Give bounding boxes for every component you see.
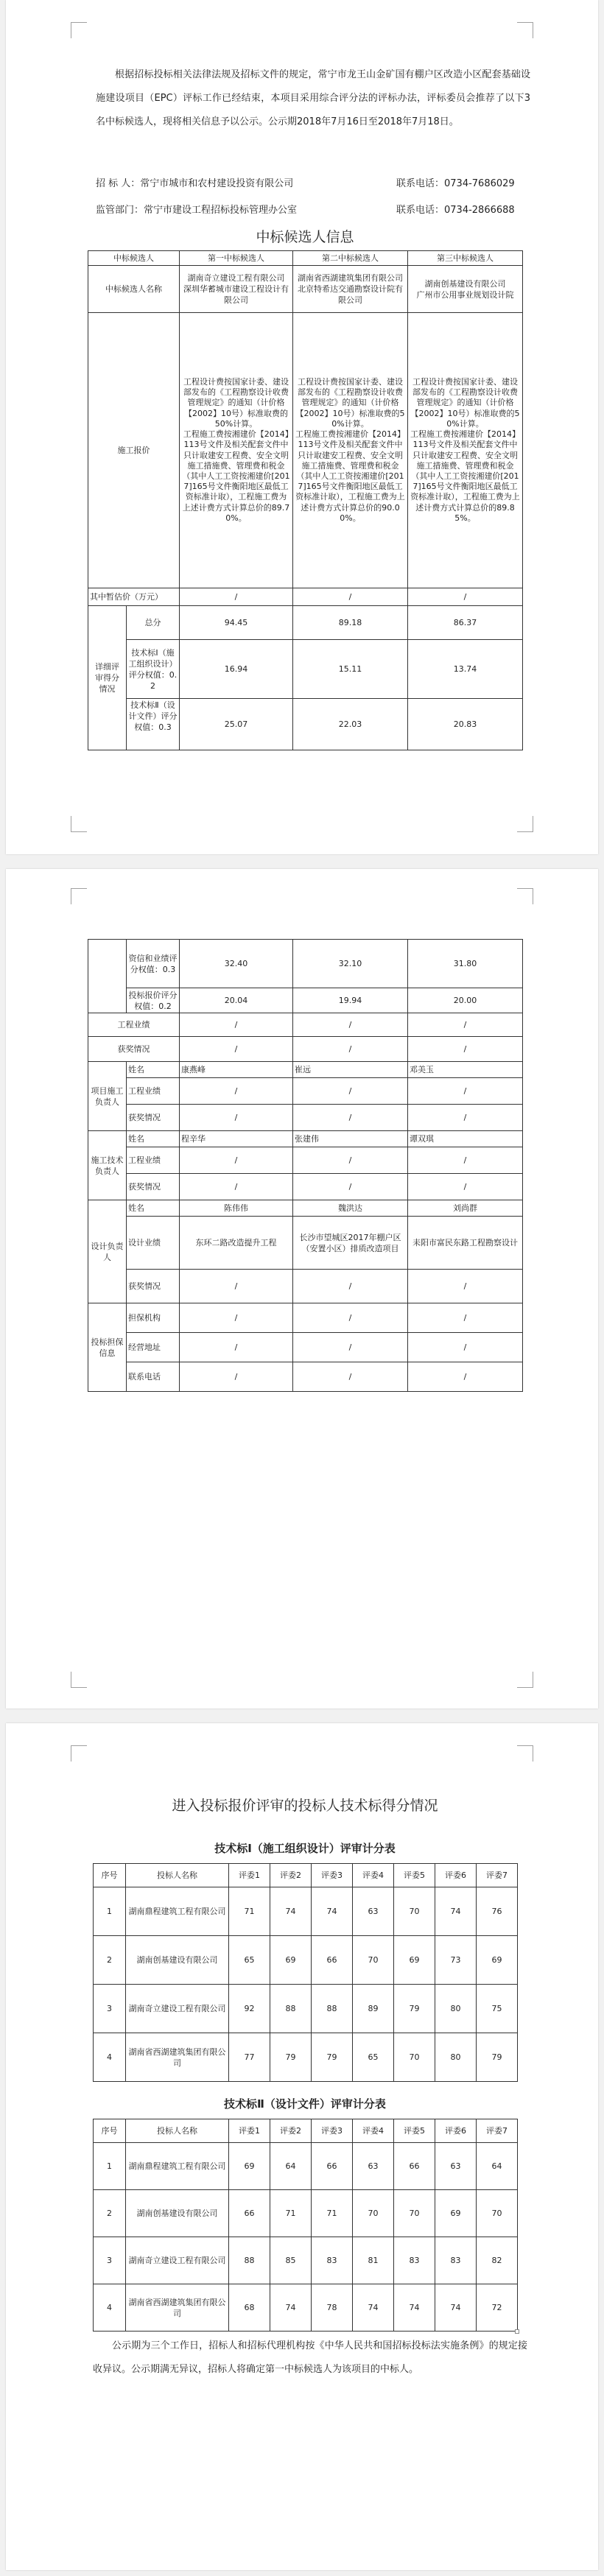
row-number: 2 bbox=[94, 1936, 126, 1985]
value-cell: 东环二路改造提升工程 bbox=[180, 1217, 293, 1270]
row-number: 1 bbox=[94, 1887, 126, 1936]
group-label: 设计负责人 bbox=[88, 1200, 127, 1303]
candidate-name: 湖南省西湖建筑集团有限公司 北京特希达交通勘察设计院有限公司 bbox=[293, 266, 408, 313]
value-cell: / bbox=[293, 1333, 408, 1362]
value-cell: / bbox=[293, 1078, 408, 1105]
score-table-tech2 bbox=[93, 2119, 518, 2332]
score-table-title: 技术标Ⅱ（设计文件）评审计分表 bbox=[224, 2097, 386, 2111]
person-name: 魏洪达 bbox=[293, 1200, 408, 1217]
contact-phone: 联系电话：0734-7686029 bbox=[396, 178, 515, 189]
field-label: 设计业绩 bbox=[127, 1217, 180, 1270]
person-name: 程辛华 bbox=[180, 1131, 293, 1147]
score-cell: 88 bbox=[229, 2237, 270, 2284]
row-label: 工程业绩 bbox=[88, 1013, 180, 1037]
score-cell: 69 bbox=[477, 1936, 518, 1985]
document-page-2 bbox=[6, 869, 598, 1708]
score-cell: 74 bbox=[435, 2284, 477, 2332]
header-cell: 评委7 bbox=[477, 1864, 518, 1887]
value-cell: / bbox=[408, 1013, 523, 1037]
field-label: 姓名 bbox=[127, 1062, 180, 1078]
document-page-1 bbox=[6, 0, 598, 854]
value-cell: / bbox=[293, 588, 408, 606]
candidates-table-continued bbox=[88, 939, 523, 1392]
value-cell: / bbox=[408, 588, 523, 606]
value-cell: / bbox=[180, 1013, 293, 1037]
value-cell: 13.74 bbox=[408, 640, 523, 699]
value-cell: / bbox=[180, 1362, 293, 1392]
bidder-name: 湖南创基建设有限公司 bbox=[126, 1936, 229, 1985]
score-cell: 70 bbox=[394, 1887, 435, 1936]
value-cell: 86.37 bbox=[408, 606, 523, 640]
field-label: 获奖情况 bbox=[127, 1174, 180, 1200]
value-cell: 20.83 bbox=[408, 699, 523, 750]
score-cell: 70 bbox=[353, 2190, 394, 2237]
table-row bbox=[94, 1985, 518, 2033]
score-cell: 83 bbox=[435, 2237, 477, 2284]
performance-row bbox=[88, 1013, 523, 1037]
score-cell: 85 bbox=[270, 2237, 312, 2284]
score-cell: 74 bbox=[270, 2284, 312, 2332]
value-cell: / bbox=[408, 1078, 523, 1105]
candidate-name-row bbox=[88, 266, 523, 313]
bidder-name: 湖南鼎程建筑工程有限公司 bbox=[126, 2143, 229, 2190]
field-label: 工程业绩 bbox=[127, 1147, 180, 1174]
field-label: 获奖情况 bbox=[127, 1105, 180, 1131]
margin-mark bbox=[71, 888, 87, 904]
score-cell: 71 bbox=[312, 2190, 353, 2237]
margin-mark bbox=[517, 816, 533, 832]
score-cell: 66 bbox=[312, 2143, 353, 2190]
score-cell: 70 bbox=[477, 2190, 518, 2237]
person-name: 张建伟 bbox=[293, 1131, 408, 1147]
field-label: 担保机构 bbox=[127, 1303, 180, 1333]
header-cell: 评委6 bbox=[435, 1864, 477, 1887]
tech-perf-row bbox=[88, 1147, 523, 1174]
pm-name-row bbox=[88, 1062, 523, 1078]
score-cell: 74 bbox=[394, 2284, 435, 2332]
header-cell: 序号 bbox=[94, 2119, 126, 2143]
score-cell: 79 bbox=[477, 2033, 518, 2082]
document-page-3 bbox=[6, 1723, 598, 2570]
bidder-name: 湖南鼎程建筑工程有限公司 bbox=[126, 1887, 229, 1936]
value-cell: 耒阳市富民东路工程勘察设计 bbox=[408, 1217, 523, 1270]
contact-label: 招 标 人：常宁市城市和农村建设投资有限公司 bbox=[96, 178, 294, 189]
score-cell: 68 bbox=[229, 2284, 270, 2332]
price-text: 工程设计费按国家计委、建设部发布的《工程勘察设计收费管理规定》的通知（计价格【2002】10号）标准取费的50%计算。 工程施工费按湘建价【2014】113号文件及相关配套文件中只计取建安工程费、安全文明施工措施费、管理费和税金（其中人工工资按湘建价[2017]165号文件衡阳地区最低工资标准计取），工程施工费为上述计费方式计算总价的89.85%。 bbox=[408, 313, 523, 588]
guarantee-org-row bbox=[88, 1303, 523, 1333]
bidder-name: 湖南创基建设有限公司 bbox=[126, 2190, 229, 2237]
margin-mark bbox=[71, 816, 87, 832]
header-cell: 序号 bbox=[94, 1864, 126, 1887]
field-label: 获奖情况 bbox=[127, 1270, 180, 1303]
value-cell: / bbox=[180, 1078, 293, 1105]
field-label: 姓名 bbox=[127, 1131, 180, 1147]
header-cell: 评委1 bbox=[229, 1864, 270, 1887]
header-cell: 第三中标候选人 bbox=[408, 251, 523, 266]
score-cell: 81 bbox=[353, 2237, 394, 2284]
bidder-name: 湖南奇立建设工程有限公司 bbox=[126, 1985, 229, 2033]
header-cell: 评委3 bbox=[312, 1864, 353, 1887]
price-text: 工程设计费按国家计委、建设部发布的《工程勘察设计收费管理规定》的通知（计价格【2002】10号）标准取费的50%计算。 工程施工费按湘建价【2014】113号文件及相关配套文件中只计取建安工程费、安全文明施工措施费、管理费和税金（其中人工工资按湘建价[2017]165号文件衡阳地区最低工资标准计取），工程施工费为上述计费方式计算总价的90.00%。 bbox=[293, 313, 408, 588]
value-cell: 22.03 bbox=[293, 699, 408, 750]
award-row bbox=[88, 1037, 523, 1062]
value-cell: / bbox=[293, 1013, 408, 1037]
score-cell: 71 bbox=[270, 2190, 312, 2237]
score-cell: 70 bbox=[394, 2033, 435, 2082]
supervisor-contact bbox=[96, 203, 530, 218]
score-cell: 74 bbox=[270, 1887, 312, 1936]
notice-paragraph: 根据招标投标相关法律法规及招标文件的规定，常宁市龙王山金矿国有棚户区改造小区配套基础设施建设项目（EPC）评标工作已经结束，本项目采用综合评分法的评标办法，评标委员会推荐了以下3名中标候选人，现将相关信息予以公示。公示期2018年7月16日至2018年7月18日。 bbox=[96, 69, 530, 127]
score-cell: 75 bbox=[477, 1985, 518, 2033]
value-cell: / bbox=[180, 1147, 293, 1174]
value-cell: / bbox=[180, 588, 293, 606]
value-cell: / bbox=[180, 1303, 293, 1333]
footer-note: 公示期为三个工作日，招标人和招标代理机构按《中华人民共和国招标投标法实施条例》的规定接收异议。公示期满无异议，招标人将确定第一中标候选人为该项目的中标人。 bbox=[93, 2340, 527, 2375]
value-cell: / bbox=[408, 1270, 523, 1303]
bidder-name: 湖南奇立建设工程有限公司 bbox=[126, 2237, 229, 2284]
value-cell: / bbox=[408, 1105, 523, 1131]
score-cell: 78 bbox=[312, 2284, 353, 2332]
header-cell: 中标候选人 bbox=[88, 251, 180, 266]
score-cell: 89 bbox=[353, 1985, 394, 2033]
value-cell: 31.80 bbox=[408, 940, 523, 988]
score-cell: 83 bbox=[394, 2237, 435, 2284]
score-cell: 79 bbox=[394, 1985, 435, 2033]
score-cell: 70 bbox=[353, 1936, 394, 1985]
value-cell: 15.11 bbox=[293, 640, 408, 699]
header-cell: 投标人名称 bbox=[126, 1864, 229, 1887]
group-label: 项目施工负责人 bbox=[88, 1062, 127, 1131]
table-header-row bbox=[88, 251, 523, 266]
candidates-table bbox=[88, 250, 523, 750]
candidates-title: 中标候选人信息 bbox=[256, 229, 354, 245]
score-cell: 73 bbox=[435, 1936, 477, 1985]
tech1-row bbox=[88, 640, 523, 699]
person-name: 崔远 bbox=[293, 1062, 408, 1078]
score-cell: 65 bbox=[353, 2033, 394, 2082]
contact-phone: 联系电话：0734-2866688 bbox=[396, 205, 515, 216]
row-label: 技术标Ⅱ（设计文件）评分权值：0.3 bbox=[127, 699, 180, 750]
score-cell: 63 bbox=[435, 2143, 477, 2190]
field-label: 联系电话 bbox=[127, 1362, 180, 1392]
tenderer-contact bbox=[96, 177, 530, 191]
row-number: 1 bbox=[94, 2143, 126, 2190]
price-row bbox=[88, 313, 523, 588]
bid-row bbox=[88, 988, 523, 1013]
score-cell: 74 bbox=[312, 1887, 353, 1936]
row-label: 其中暂估价（万元） bbox=[88, 588, 180, 606]
group-label: 详细评审得分情况 bbox=[88, 606, 127, 750]
total-row bbox=[88, 606, 523, 640]
table-row bbox=[94, 2237, 518, 2284]
value-cell: / bbox=[293, 1362, 408, 1392]
value-cell: 32.40 bbox=[180, 940, 293, 988]
margin-mark bbox=[517, 888, 533, 904]
provisional-row bbox=[88, 588, 523, 606]
header-cell: 评委2 bbox=[270, 1864, 312, 1887]
score-cell: 66 bbox=[312, 1936, 353, 1985]
value-cell: / bbox=[293, 1037, 408, 1062]
margin-mark bbox=[517, 22, 533, 38]
margin-mark bbox=[517, 1672, 533, 1688]
guarantee-address-row bbox=[88, 1333, 523, 1362]
header-cell: 评委5 bbox=[394, 1864, 435, 1887]
score-cell: 71 bbox=[229, 1887, 270, 1936]
value-cell: 20.00 bbox=[408, 988, 523, 1013]
score-cell: 64 bbox=[477, 2143, 518, 2190]
score-cell: 83 bbox=[312, 2237, 353, 2284]
value-cell: / bbox=[408, 1037, 523, 1062]
row-label: 施工报价 bbox=[88, 313, 180, 588]
row-number: 2 bbox=[94, 2190, 126, 2237]
value-cell: / bbox=[408, 1362, 523, 1392]
score-cell: 69 bbox=[394, 1936, 435, 1985]
candidate-name: 湖南创基建设有限公司 广州市公用事业规划设计院 bbox=[408, 266, 523, 313]
score-cell: 79 bbox=[270, 2033, 312, 2082]
score-cell: 63 bbox=[353, 1887, 394, 1936]
row-label: 投标报价评分权值：0.2 bbox=[127, 988, 180, 1013]
table-row bbox=[94, 1887, 518, 1936]
value-cell: / bbox=[293, 1147, 408, 1174]
tech-award-row bbox=[88, 1174, 523, 1200]
score-cell: 66 bbox=[229, 2190, 270, 2237]
score-cell: 80 bbox=[435, 2033, 477, 2082]
bidder-name: 湖南省西湖建筑集团有限公司 bbox=[126, 2033, 229, 2082]
score-cell: 82 bbox=[477, 2237, 518, 2284]
header-cell: 评委2 bbox=[270, 2119, 312, 2143]
row-label: 资信和业绩评分权值：0.3 bbox=[127, 940, 180, 988]
value-cell: 20.04 bbox=[180, 988, 293, 1013]
value-cell: 长沙市望城区2017年棚户区（安置小区）排质改造项目 bbox=[293, 1217, 408, 1270]
score-cell: 77 bbox=[229, 2033, 270, 2082]
row-label: 获奖情况 bbox=[88, 1037, 180, 1062]
score-cell: 64 bbox=[270, 2143, 312, 2190]
score-table-tech1 bbox=[93, 1863, 518, 2082]
score-cell: 92 bbox=[229, 1985, 270, 2033]
value-cell: / bbox=[293, 1174, 408, 1200]
header-cell: 评委3 bbox=[312, 2119, 353, 2143]
table-header-row bbox=[94, 2119, 518, 2143]
score-cell: 63 bbox=[353, 2143, 394, 2190]
person-name: 陈伟伟 bbox=[180, 1200, 293, 1217]
value-cell: / bbox=[180, 1174, 293, 1200]
header-cell: 评委1 bbox=[229, 2119, 270, 2143]
score-cell: 69 bbox=[270, 1936, 312, 1985]
score-cell: 74 bbox=[353, 2284, 394, 2332]
margin-mark bbox=[71, 1672, 87, 1688]
score-cell: 88 bbox=[312, 1985, 353, 2033]
person-name: 刘尚群 bbox=[408, 1200, 523, 1217]
table-row bbox=[94, 2143, 518, 2190]
value-cell: / bbox=[180, 1037, 293, 1062]
design-perf-row bbox=[88, 1217, 523, 1270]
design-award-row bbox=[88, 1270, 523, 1303]
header-cell: 评委7 bbox=[477, 2119, 518, 2143]
field-label: 姓名 bbox=[127, 1200, 180, 1217]
bidder-name: 湖南省西湖建筑集团有限公司 bbox=[126, 2284, 229, 2332]
score-cell: 79 bbox=[312, 2033, 353, 2082]
table-resize-handle[interactable] bbox=[515, 2329, 519, 2334]
header-cell: 投标人名称 bbox=[126, 2119, 229, 2143]
value-cell: 25.07 bbox=[180, 699, 293, 750]
row-label: 中标候选人名称 bbox=[88, 266, 180, 313]
value-cell: / bbox=[293, 1105, 408, 1131]
value-cell: / bbox=[408, 1147, 523, 1174]
person-name: 谭双琪 bbox=[408, 1131, 523, 1147]
table-header-row bbox=[94, 1864, 518, 1887]
tech-name-row bbox=[88, 1131, 523, 1147]
header-cell: 评委5 bbox=[394, 2119, 435, 2143]
score-table-title: 技术标Ⅰ（施工组织设计）评审计分表 bbox=[214, 1842, 396, 1855]
score-cell: 69 bbox=[229, 2143, 270, 2190]
value-cell: / bbox=[408, 1303, 523, 1333]
score-cell: 66 bbox=[394, 2143, 435, 2190]
price-text: 工程设计费按国家计委、建设部发布的《工程勘察设计收费管理规定》的通知（计价格【2002】10号）标准取费的50%计算。 工程施工费按湘建价【2014】113号文件及相关配套文件中只计取建安工程费、安全文明施工措施费、管理费和税金（其中人工工资按湘建价[2017]165号文件衡阳地区最低工资标准计取），工程施工费为上述计费方式计算总价的89.70%。 bbox=[180, 313, 293, 588]
score-cell: 70 bbox=[394, 2190, 435, 2237]
table-row bbox=[94, 1936, 518, 1985]
value-cell: / bbox=[180, 1105, 293, 1131]
margin-mark bbox=[71, 22, 87, 38]
candidate-name: 湖南奇立建设工程有限公司 深圳华蓄城市建设工程设计有限公司 bbox=[180, 266, 293, 313]
score-cell: 74 bbox=[435, 1887, 477, 1936]
value-cell: 16.94 bbox=[180, 640, 293, 699]
design-name-row bbox=[88, 1200, 523, 1217]
group-spacer bbox=[88, 940, 127, 1013]
guarantee-phone-row bbox=[88, 1362, 523, 1392]
score-cell: 65 bbox=[229, 1936, 270, 1985]
score-cell: 72 bbox=[477, 2284, 518, 2332]
table-row bbox=[94, 2284, 518, 2332]
contact-label: 监管部门：常宁市建设工程招标投标管理办公室 bbox=[96, 205, 298, 216]
person-name: 邓美玉 bbox=[408, 1062, 523, 1078]
value-cell: / bbox=[293, 1270, 408, 1303]
table-row bbox=[94, 2033, 518, 2082]
field-label: 工程业绩 bbox=[127, 1078, 180, 1105]
group-label: 施工技术负责人 bbox=[88, 1131, 127, 1200]
header-cell: 第一中标候选人 bbox=[180, 251, 293, 266]
row-label: 技术标Ⅰ（施工组织设计）评分权值：0.2 bbox=[127, 640, 180, 699]
row-label: 总分 bbox=[127, 606, 180, 640]
row-number: 3 bbox=[94, 2237, 126, 2284]
header-cell: 评委6 bbox=[435, 2119, 477, 2143]
value-cell: / bbox=[408, 1333, 523, 1362]
value-cell: 19.94 bbox=[293, 988, 408, 1013]
value-cell: 32.10 bbox=[293, 940, 408, 988]
credit-row bbox=[88, 940, 523, 988]
value-cell: 89.18 bbox=[293, 606, 408, 640]
group-label: 投标担保信息 bbox=[88, 1303, 127, 1392]
value-cell: / bbox=[408, 1174, 523, 1200]
score-cell: 88 bbox=[270, 1985, 312, 2033]
scores-heading: 进入投标报价评审的投标人技术标得分情况 bbox=[172, 1798, 438, 1814]
tech2-row bbox=[88, 699, 523, 750]
field-label: 经营地址 bbox=[127, 1333, 180, 1362]
header-cell: 评委4 bbox=[353, 1864, 394, 1887]
table-row bbox=[94, 2190, 518, 2237]
margin-mark bbox=[71, 1745, 87, 1762]
pm-perf-row bbox=[88, 1078, 523, 1105]
header-cell: 第二中标候选人 bbox=[293, 251, 408, 266]
row-number: 4 bbox=[94, 2033, 126, 2082]
value-cell: / bbox=[293, 1303, 408, 1333]
value-cell: / bbox=[180, 1333, 293, 1362]
margin-mark bbox=[517, 1745, 533, 1762]
score-cell: 80 bbox=[435, 1985, 477, 2033]
person-name: 康燕峰 bbox=[180, 1062, 293, 1078]
value-cell: / bbox=[180, 1270, 293, 1303]
score-cell: 69 bbox=[435, 2190, 477, 2237]
score-cell: 76 bbox=[477, 1887, 518, 1936]
value-cell: 94.45 bbox=[180, 606, 293, 640]
header-cell: 评委4 bbox=[353, 2119, 394, 2143]
pm-award-row bbox=[88, 1105, 523, 1131]
row-number: 4 bbox=[94, 2284, 126, 2332]
row-number: 3 bbox=[94, 1985, 126, 2033]
